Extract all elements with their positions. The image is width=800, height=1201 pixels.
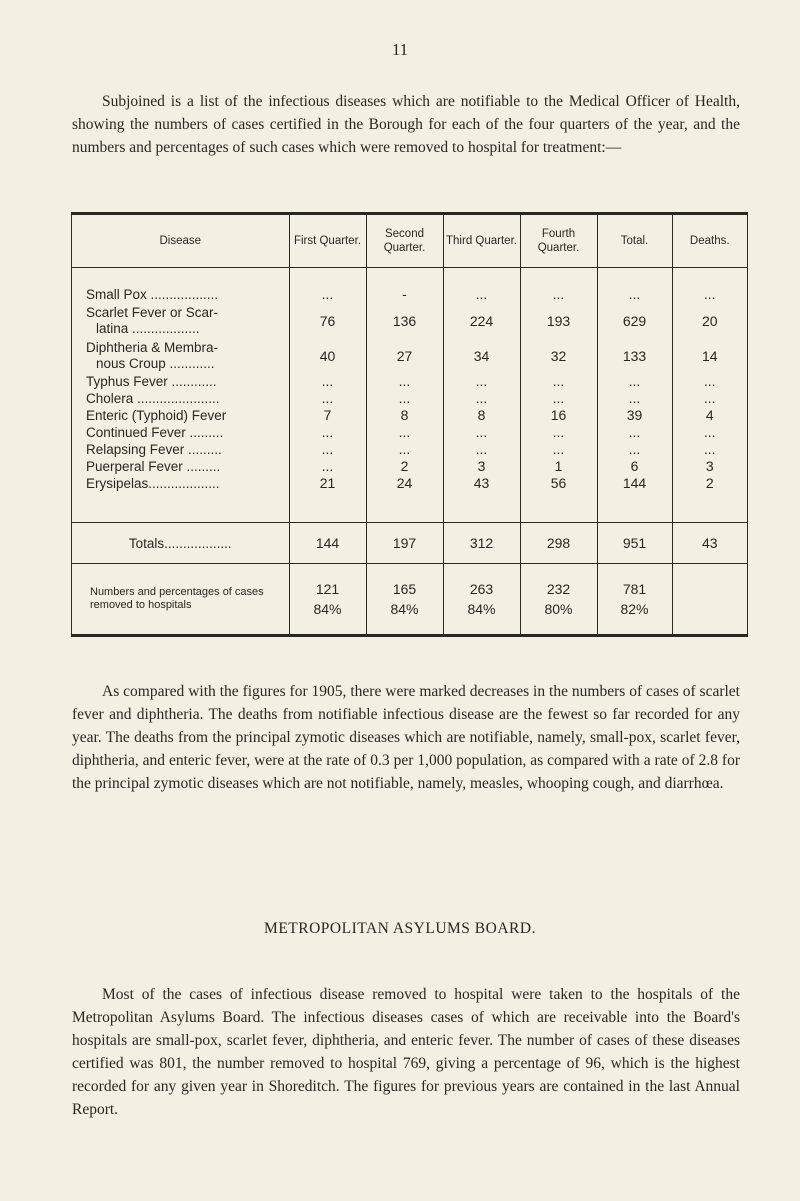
removed-to-hospital-row (72, 564, 747, 635)
removed-label: Numbers and percentages of cases removed to hospitals (72, 564, 289, 635)
cell-total: ... (597, 390, 672, 407)
table-row (72, 373, 747, 390)
cell-total: 144 (597, 475, 672, 523)
cell-deaths: ... (703, 441, 716, 457)
removed-deaths-empty (672, 564, 747, 635)
disease-name: Erysipelas................... (72, 475, 289, 523)
cell-third-quarter: ... (443, 441, 520, 458)
removed-fourth-quarter (520, 564, 597, 635)
cell-second-quarter: 136 (366, 303, 443, 338)
total-fourth-quarter: 298 (520, 523, 597, 564)
cell-deaths: ... (703, 286, 716, 302)
cell-second-quarter: 8 (366, 407, 443, 424)
table-row (72, 268, 747, 304)
cell-total: ... (597, 441, 672, 458)
cell-fourth-quarter: 56 (520, 475, 597, 523)
disease-name: Cholera ...................... (72, 390, 289, 407)
removed-second-quarter (366, 564, 443, 635)
cell-third-quarter: ... (443, 373, 520, 390)
cell-first-quarter: ... (289, 441, 366, 458)
cell-deaths: ... (703, 390, 716, 406)
removed-percentage: 82% (620, 601, 649, 617)
cell-total: ... (597, 373, 672, 390)
totals-row (72, 523, 747, 564)
cell-deaths: 14 (701, 347, 718, 364)
removed-third-quarter (443, 564, 520, 635)
cell-second-quarter: ... (366, 441, 443, 458)
disease-name: Relapsing Fever ......... (72, 441, 289, 458)
cell-second-quarter: ... (366, 373, 443, 390)
cell-third-quarter: ... (443, 424, 520, 441)
cell-deaths: 3 (705, 458, 714, 474)
cell-third-quarter: 224 (443, 303, 520, 338)
header-second-quarter: Second Quarter. (366, 215, 443, 268)
cell-third-quarter: 43 (443, 475, 520, 523)
table-row (72, 458, 747, 475)
header-deaths: Deaths. (672, 215, 747, 268)
total-first-quarter: 144 (289, 523, 366, 564)
mab-text: Most of the cases of infectious disease removed to hospital were taken to the hospitals of the Metropolitan Asylums Board. The infectious diseases cases of which are receivable into the Board's hospitals are small-pox, scarlet fever, diphtheria, and enteric fever. The number of cases of these diseases certified was 801, the number removed to hospital 769, giving a percentage of 96, which is the highest recorded for any given year in Shoreditch. The figures for previous years are contained in the last Annual Report. (72, 986, 740, 1118)
cell-first-quarter: 7 (289, 407, 366, 424)
cell-fourth-quarter: 193 (520, 303, 597, 338)
cell-total: ... (597, 268, 672, 304)
notifiable-diseases-table (71, 212, 748, 637)
cell-fourth-quarter: ... (520, 268, 597, 304)
cell-second-quarter: 24 (366, 475, 443, 523)
total-third-quarter: 312 (443, 523, 520, 564)
header-disease: Disease (72, 215, 289, 268)
cell-fourth-quarter: ... (520, 373, 597, 390)
table-row (72, 475, 747, 523)
cell-total: 629 (597, 303, 672, 338)
cell-second-quarter: 27 (366, 338, 443, 373)
cell-total: 6 (597, 458, 672, 475)
removed-percentage: 84% (390, 601, 419, 617)
cell-fourth-quarter: 16 (520, 407, 597, 424)
mab-paragraph (72, 983, 740, 1121)
cell-total: 133 (597, 338, 672, 373)
table-row (72, 303, 747, 338)
cell-first-quarter: ... (289, 424, 366, 441)
cell-fourth-quarter: ... (520, 390, 597, 407)
cell-fourth-quarter: 1 (520, 458, 597, 475)
header-fourth-quarter: Fourth Quarter. (520, 215, 597, 268)
header-total: Total. (597, 215, 672, 268)
disease-name: Continued Fever ......... (72, 424, 289, 441)
cell-first-quarter: 76 (289, 303, 366, 338)
total-total: 951 (597, 523, 672, 564)
disease-name: Enteric (Typhoid) Fever (72, 407, 289, 424)
disease-name: Small Pox .................. (72, 268, 289, 304)
cell-first-quarter: ... (289, 390, 366, 407)
disease-name-line2: latina .................. (96, 320, 200, 336)
table-header-row (72, 215, 747, 268)
cell-deaths: 2 (705, 475, 714, 491)
cell-fourth-quarter: 32 (520, 338, 597, 373)
removed-percentage: 84% (313, 601, 342, 617)
removed-number: 232 (546, 581, 571, 597)
table-row (72, 424, 747, 441)
disease-name (72, 338, 289, 373)
cell-first-quarter: 21 (289, 475, 366, 523)
cell-third-quarter: ... (443, 268, 520, 304)
disease-name: Puerperal Fever ......... (72, 458, 289, 475)
cell-total: ... (597, 424, 672, 441)
removed-first-quarter (289, 564, 366, 635)
cell-deaths: ... (703, 424, 716, 440)
page-number: 11 (391, 40, 409, 59)
cell-deaths: 4 (705, 407, 714, 423)
cell-deaths: ... (703, 373, 716, 389)
cell-deaths: 20 (701, 312, 718, 329)
cell-first-quarter: 40 (289, 338, 366, 373)
disease-name-line1: Diphtheria & Membra- (86, 339, 219, 355)
cell-second-quarter: - (366, 268, 443, 304)
removed-percentage: 80% (544, 601, 573, 617)
cell-fourth-quarter: ... (520, 441, 597, 458)
table-row (72, 441, 747, 458)
table-row (72, 338, 747, 373)
total-deaths: 43 (672, 523, 747, 564)
section-heading: METROPOLITAN ASYLUMS BOARD. (264, 920, 536, 937)
intro-text: Subjoined is a list of the infectious diseases which are notifiable to the Medical Officer of Health, showing the numbers of cases certified in the Borough for each of the four quarters of the year, and the numbers and percentages of such cases which were removed to hospital for treatment:— (72, 93, 740, 156)
header-first-quarter: First Quarter. (289, 215, 366, 268)
intro-paragraph (72, 90, 740, 159)
removed-number: 781 (622, 581, 647, 597)
cell-second-quarter: ... (366, 390, 443, 407)
disease-name-line2: nous Croup ............ (96, 355, 215, 371)
disease-name-line1: Scarlet Fever or Scar- (86, 304, 219, 320)
removed-percentage: 84% (467, 601, 496, 617)
cell-first-quarter: ... (289, 268, 366, 304)
cell-second-quarter: 2 (366, 458, 443, 475)
cell-third-quarter: 8 (443, 407, 520, 424)
cell-total: 39 (597, 407, 672, 424)
cell-third-quarter: 34 (443, 338, 520, 373)
table-row (72, 407, 747, 424)
comparison-text: As compared with the figures for 1905, there were marked decreases in the numbers of cases of scarlet fever and diphtheria. The deaths from notifiable infectious disease are the fewest so far recorded for any year. The deaths from the principal zymotic diseases which are notifiable, namely, small-pox, scarlet fever, diphtheria, and enteric fever, were at the rate of 0.3 per 1,000 population, as compared with a rate of 2.8 for the principal zymotic diseases which are not notifiable, namely, measles, whooping cough, and diarrhœa. (72, 683, 740, 792)
removed-total (597, 564, 672, 635)
table-row (72, 390, 747, 407)
header-third-quarter: Third Quarter. (443, 215, 520, 268)
comparison-paragraph (72, 680, 740, 795)
removed-number: 121 (315, 581, 340, 597)
totals-label: Totals.................. (72, 523, 289, 564)
cell-third-quarter: 3 (443, 458, 520, 475)
cell-first-quarter: ... (289, 458, 366, 475)
cell-first-quarter: ... (289, 373, 366, 390)
cell-second-quarter: ... (366, 424, 443, 441)
removed-number: 263 (469, 581, 494, 597)
total-second-quarter: 197 (366, 523, 443, 564)
disease-name: Typhus Fever ............ (72, 373, 289, 390)
disease-name (72, 303, 289, 338)
cell-third-quarter: ... (443, 390, 520, 407)
removed-number: 165 (392, 581, 417, 597)
cell-fourth-quarter: ... (520, 424, 597, 441)
